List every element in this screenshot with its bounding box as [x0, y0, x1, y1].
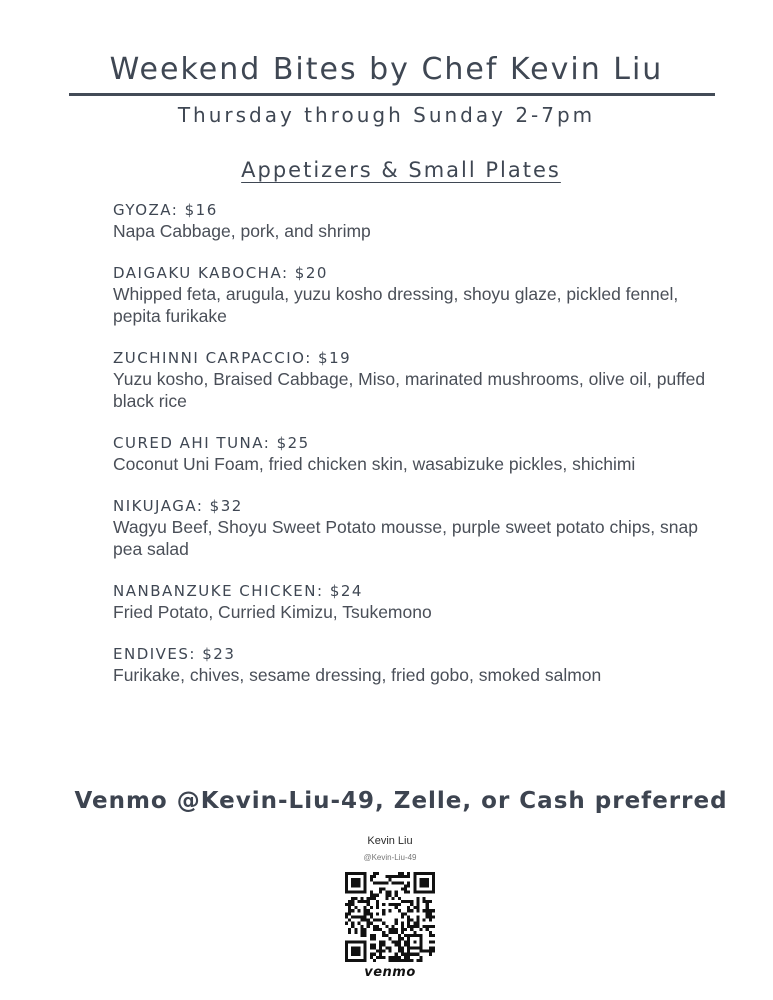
venmo-logo: venmo	[364, 965, 416, 980]
menu-item	[113, 200, 713, 242]
menu-item-description: Wagyu Beef, Shoyu Sweet Potato mousse, purple sweet potato chips, snap pea salad	[113, 517, 698, 559]
menu-item-name: ENDIVES: $23	[113, 645, 236, 663]
menu-item-description: Whipped feta, arugula, yuzu kosho dressing, shoyu glaze, pickled fennel, pepita furikake	[113, 284, 679, 326]
menu-item-name: GYOZA: $16	[113, 201, 218, 219]
qr-code-icon[interactable]	[345, 872, 435, 962]
payment-methods: Venmo @Kevin-Liu-49, Zelle, or Cash preferred	[74, 788, 728, 814]
menu-item-name: CURED AHI TUNA: $25	[113, 434, 310, 452]
menu-item-description: Furikake, chives, sesame dressing, fried gobo, smoked salmon	[113, 665, 602, 685]
menu-item-name: NANBANZUKE CHICKEN: $24	[113, 582, 363, 600]
menu-item	[113, 263, 713, 327]
menu-item-name: DAIGAKU KABOCHA: $20	[113, 264, 328, 282]
page-title: Weekend Bites by Chef Kevin Liu	[109, 52, 664, 87]
section-heading	[0, 158, 773, 182]
menu-item	[113, 581, 713, 623]
venmo-handle: @Kevin-Liu-49	[363, 853, 417, 862]
menu-item	[113, 496, 713, 560]
menu-item-name: ZUCHINNI CARPACCIO: $19	[113, 349, 352, 367]
menu-list	[113, 200, 713, 707]
venmo-account-name: Kevin Liu	[367, 835, 413, 847]
title-divider	[69, 93, 715, 96]
menu-item-name: NIKUJAGA: $32	[113, 497, 243, 515]
menu-item	[113, 433, 713, 475]
menu-item	[113, 644, 713, 686]
menu-item-description: Coconut Uni Foam, fried chicken skin, wasabizuke pickles, shichimi	[113, 454, 636, 474]
menu-item-description: Yuzu kosho, Braised Cabbage, Miso, marinated mushrooms, olive oil, puffed black rice	[113, 369, 706, 411]
venmo-card	[330, 835, 450, 980]
menu-item-description: Fried Potato, Curried Kimizu, Tsukemono	[113, 602, 432, 622]
menu-item-description: Napa Cabbage, pork, and shrimp	[113, 221, 371, 241]
menu-item	[113, 348, 713, 412]
hours-subtitle: Thursday through Sunday 2-7pm	[177, 103, 596, 127]
section-heading-label: Appetizers & Small Plates	[241, 158, 561, 182]
